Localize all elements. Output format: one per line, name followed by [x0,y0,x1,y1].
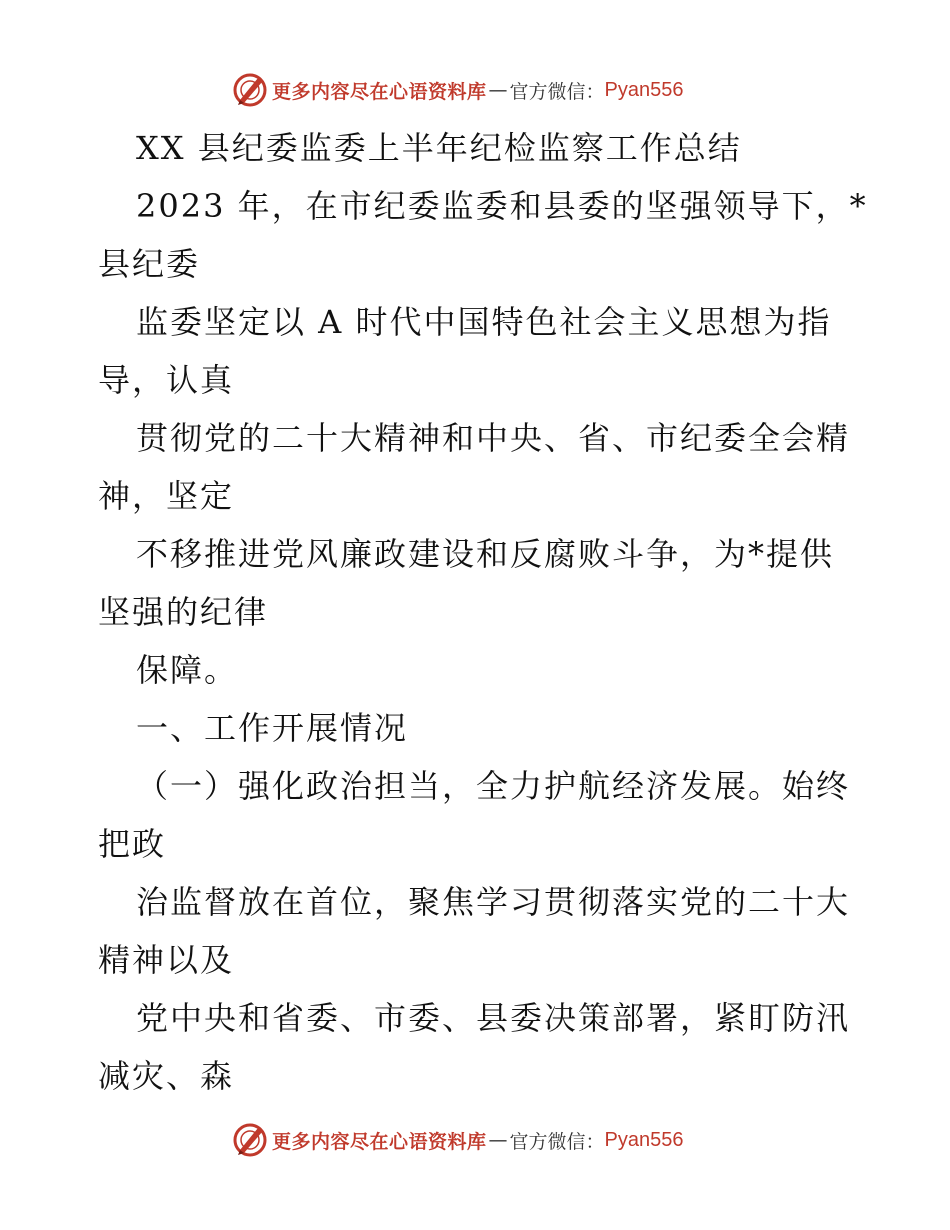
banner-wechat-id: Pyan556 [604,78,684,101]
paragraph-line: 监委坚定以 A 时代中国特色社会主义思想为指 [136,303,832,341]
paragraph-line: 治监督放在首位，聚焦学习贯彻落实党的二十大 [136,883,851,921]
header-banner [232,70,712,110]
paragraph-line: 不移推进党风廉政建设和反腐败斗争，为*提供 [136,535,835,573]
paragraph-line: 神，坚定 [98,477,235,515]
paragraph-line: 党中央和省委、市委、县委决策部署，紧盯防汛 [136,999,851,1037]
paragraph-line: 减灾、森 [98,1057,235,1095]
paragraph-line: 县纪委 [98,245,201,283]
subsection-line: （一）强化政治担当，全力护航经济发展。始终 [136,767,851,805]
banner-wechat-label: 官方微信： [509,1130,605,1153]
paragraph-line: 导，认真 [98,361,235,399]
paragraph-line: 保障。 [136,651,239,689]
document-title: XX 县纪委监委上半年纪检监察工作总结 [136,129,742,167]
paragraph-line: 把政 [98,825,167,863]
banner-lead-text: 更多内容尽在心语资料库 [272,1130,487,1153]
banner-wechat-label: 官方微信： [509,80,605,103]
paragraph-line: 2023 年，在市纪委监委和县委的坚强领导下，* [136,187,868,225]
banner-wechat-id: Pyan556 [604,1128,684,1151]
pen-circle-logo-icon [232,72,268,108]
paragraph-line: 精神以及 [98,941,235,979]
paragraph-line: 贯彻党的二十大精神和中央、省、市纪委全会精 [136,419,851,457]
paragraph-line: 坚强的纪律 [98,593,269,631]
banner-dash: — [488,1129,508,1151]
footer-banner [232,1120,712,1160]
section-heading: 一、工作开展情况 [136,709,409,747]
pen-circle-logo-icon [232,1122,268,1158]
banner-dash: — [488,79,508,101]
banner-lead-text: 更多内容尽在心语资料库 [272,80,487,103]
